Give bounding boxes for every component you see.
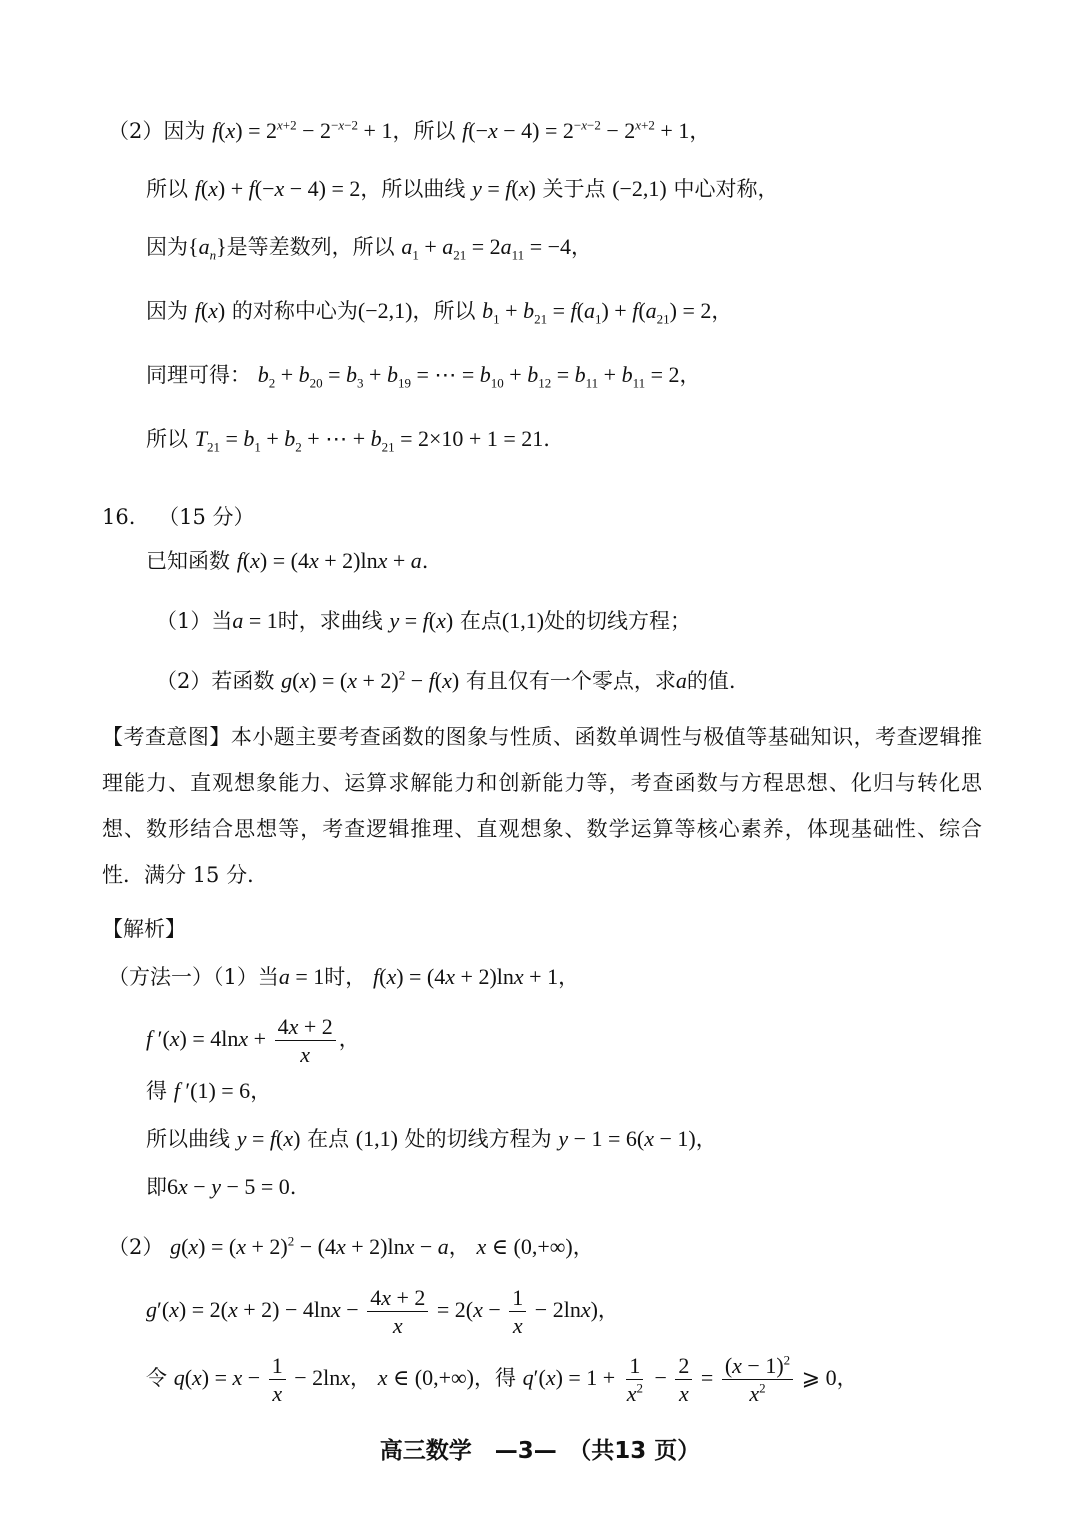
formula-def: f(x) = (4x + 2)lnx + a (236, 548, 422, 573)
formula-q-domain: x ∈ (0,+∞) (377, 1365, 474, 1390)
formula-a1-sol: a = 1 (278, 964, 325, 989)
formula-T21: $T_{21} = b_1 + b_2$ + ⋯ + $b_{21} = 2\times 10 + 1 = 21$ (194, 426, 544, 455)
formula-g-def: $g(x) = (x + 2)^2 - (4x + 2)\ln x - a$ (170, 1233, 449, 1259)
formula-b-pairs: $b_2 + b_{20} = b_3 + b_{19}$ = ⋯ = $b_{10} + b_{12} = b_{11} + b_{11} = 2$ (257, 362, 680, 391)
prev-line-4: 因为 f(x) 的对称中心为(−2,1)，所以 $b_1 + b_{21} = f(a_1) + f(a_{21}) = 2$， (146, 298, 733, 327)
formula-g-derivative: g′(x) = 2(x + 2) − 4lnx − $\frac{4x + 2}{x}$ = 2(x − $\frac{1}{x}$ − 2lnx) (146, 1285, 598, 1339)
formula-q-derivative: q′(x) = 1 + $\frac{1}{x^2}$ − $\frac{2}{x}$ = $\frac{(x - 1)^2}{x^2}$ ⩾ 0 (522, 1353, 837, 1407)
formula-pt-sol: (1,1) (355, 1126, 398, 1151)
formula-gx: $g(x) = (x + 2)^2 - f(x)$ (281, 667, 460, 693)
prev-line-1: （2）因为 $f(x) = 2^{x+2} - 2^{-x-2} + 1$，所以 $f(-x - 4) = 2^{-x-2} - 2^{x+2} + 1$， (108, 117, 711, 143)
formula-a-sum: $a_1 + a_{21} = 2a_{11} = -4$ (401, 234, 572, 263)
problem-number: 16. (102, 505, 136, 529)
formula-a1: a = 1 (232, 608, 278, 633)
intent-paragraph: 【考查意图】本小题主要考查函数的图象与性质、函数单调性与极值等基础知识，考查逻辑推理能力、直观想象能力、运算求解能力和创新能力等，考查函数与方程思想、化归与转化思想、数形结合思想等，考查逻辑推理、直观想象、数学运算等核心素养，体现基础性、综合性．满分 15 分． (102, 725, 982, 887)
part2-g-line: （2） $g(x) = (x + 2)^2 - (4x + 2)\ln x - a$， x ∈ (0,+∞)， (108, 1233, 594, 1259)
formula-derivative: f ′(x) = 4lnx + $\frac{4x + 2}{x}$ (146, 1026, 339, 1051)
formula-fx: $f(x) = 2^{x+2} - 2^{-x-2} + 1$ (212, 117, 393, 143)
formula-point: (−2,1) (612, 176, 667, 201)
prev-line-6: 所以 $T_{21} = b_1 + b_2$ + ⋯ + $b_{21} = 2\times 10 + 1 = 21$. (146, 426, 550, 455)
formula-f1: f ′(1) = 6 (173, 1078, 251, 1103)
question-2: （2）若函数 $g(x) = (x + 2)^2 - f(x)$ 有且仅有一个零点，求a的值. (156, 667, 736, 693)
derivative-line: f ′(x) = 4lnx + $\frac{4x + 2}{x}$ ， (146, 1014, 360, 1068)
formula-domain: x ∈ (0,+∞) (476, 1234, 573, 1259)
formula-f-neg: $f(-x - 4) = 2^{-x-2} - 2^{x+2} + 1$ (462, 117, 690, 143)
formula-curve-q1: y = f(x) (389, 608, 454, 633)
formula-sum: f(x) + f(−x − 4) = 2 (194, 176, 361, 201)
question-1: （1）当a = 1时，求曲线 y = f(x) 在点(1,1)处的切线方程； (156, 608, 692, 633)
formula-seq: $\{a_n\}$ (188, 234, 227, 263)
problem-statement: 已知函数 f(x) = (4x + 2)lnx + a. (146, 548, 429, 573)
g-derivative-line: g′(x) = 2(x + 2) − 4lnx − $\frac{4x + 2}{x}$ = 2(x − $\frac{1}{x}$ − 2lnx)， (146, 1285, 619, 1339)
prev-line-2: 所以 f(x) + f(−x − 4) = 2，所以曲线 y = f(x) 关于点 (−2,1) 中心对称， (146, 176, 779, 201)
formula-pt-q1: (1,1) (501, 608, 545, 633)
formula-tangent: y − 1 = 6(x − 1) (558, 1126, 696, 1151)
prev-line-5: 同理可得： $b_2 + b_{20} = b_3 + b_{19}$ = ⋯ = $b_{10} + b_{12} = b_{11} + b_{11} = 2$， (146, 362, 701, 391)
problem-16-header (102, 502, 255, 532)
formula-q-def: q(x) = x − $\frac{1}{x}$ − 2lnx (173, 1353, 350, 1407)
problem-score: （15 分） (158, 505, 255, 529)
tangent-result-line: 即6x − y − 5 = 0. (146, 1174, 297, 1199)
formula-fx-2: f(x) (194, 298, 226, 323)
formula-b-sum: $b_1 + b_{21} = f(a_1) + f(a_{21}) = 2$ (482, 298, 712, 327)
formula-curve-sol: y = f(x) (236, 1126, 301, 1151)
method1-line: （方法一）（1）当a = 1时， f(x) = (4x + 2)lnx + 1， (108, 964, 580, 989)
q-line: 令 q(x) = x − $\frac{1}{x}$ − 2lnx， x ∈ (0,+∞)，得 q′(x) = 1 + $\frac{1}{x^2}$ − $\frac{2}{x}$ = $\frac{(x - 1)^2}{x^2}$ ⩾ 0， (146, 1353, 858, 1407)
formula-a: a (675, 668, 687, 693)
formula-center: (−2,1) (357, 298, 413, 323)
derivative-value-line: 得 f ′(1) = 6， (146, 1078, 272, 1103)
prev-line-3: 因为$\{a_n\}$是等差数列，所以 $a_1 + a_{21} = 2a_{11} = -4$， (146, 234, 593, 263)
formula-curve: y = f(x) (472, 176, 536, 201)
page-footer: 高三数学 —3— （共13 页） (379, 1438, 701, 1464)
formula-tangent-std: 6x − y − 5 = 0 (167, 1174, 290, 1199)
formula-f-a1: f(x) = (4x + 2)lnx + 1 (372, 964, 559, 989)
solution-heading: 【解析】 (102, 917, 186, 941)
tangent-line: 所以曲线 y = f(x) 在点 (1,1) 处的切线方程为 y − 1 = 6(x − 1)， (146, 1126, 717, 1151)
